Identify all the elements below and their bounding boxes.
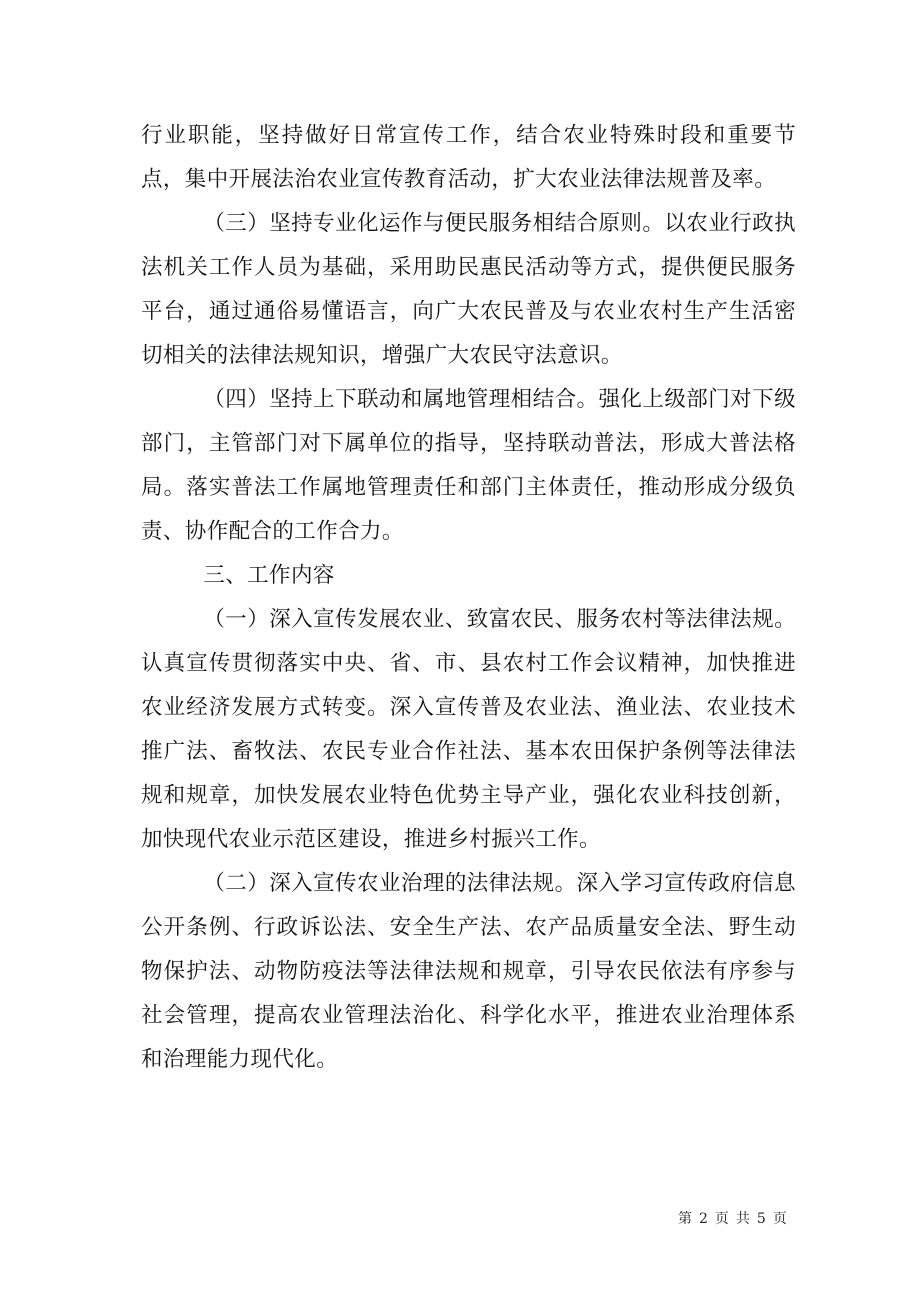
footer-page-label: 页	[714, 1211, 730, 1227]
paragraph-content-2: （二）深入宣传农业治理的法律法规。深入学习宣传政府信息公开条例、行政诉讼法、安全生产法、农产品质量安全法、野生动物保护法、动物防疫法等法律法规和规章，引导农民依法有序参与社会管理，提高农业管理法治化、科学化水平，推进农业治理体系和治理能力现代化。	[141, 871, 796, 1072]
paragraph-content-1: （一）深入宣传发展农业、致富农民、服务农村等法律法规。认真宣传贯彻落实中央、省、市、县农村工作会议精神，加快推进农业经济发展方式转变。深入宣传普及农业法、渔业法、农业技术推广法、畜牧法、农民专业合作社法、基本农田保护条例等法律法规和规章，加快发展农业特色优势主导产业，强化农业科技创新，加快现代农业示范区建设，推进乡村振兴工作。	[141, 607, 796, 852]
footer-total-prefix: 共	[735, 1211, 751, 1227]
footer-suffix: 页	[772, 1211, 788, 1227]
paragraph-principle-3: （三）坚持专业化运作与便民服务相结合原则。以农业行政执法机关工作人员为基础，采用助民惠民活动等方式，提供便民服务平台，通过通俗易懂语言，向广大农民普及与农业农村生产生活密切相关的法律法规知识，增强广大农民守法意识。	[141, 211, 796, 368]
footer-total-pages: 5	[756, 1211, 767, 1227]
footer-current-page: 2	[699, 1211, 709, 1227]
document-body	[141, 114, 796, 1082]
footer-prefix: 第	[678, 1211, 693, 1227]
paragraph-continuation: 行业职能，坚持做好日常宣传工作，结合农业特殊时段和重要节点，集中开展法治农业宣传教育活动，扩大农业法律法规普及率。	[141, 123, 796, 192]
page-number-footer	[678, 1208, 788, 1228]
paragraph-principle-4: （四）坚持上下联动和属地管理相结合。强化上级部门对下级部门，主管部门对下属单位的指导，坚持联动普法，形成大普法格局。落实普法工作属地管理责任和部门主体责任，推动形成分级负责、协作配合的工作合力。	[141, 387, 796, 544]
section-heading-work-content: 三、工作内容	[203, 563, 335, 588]
